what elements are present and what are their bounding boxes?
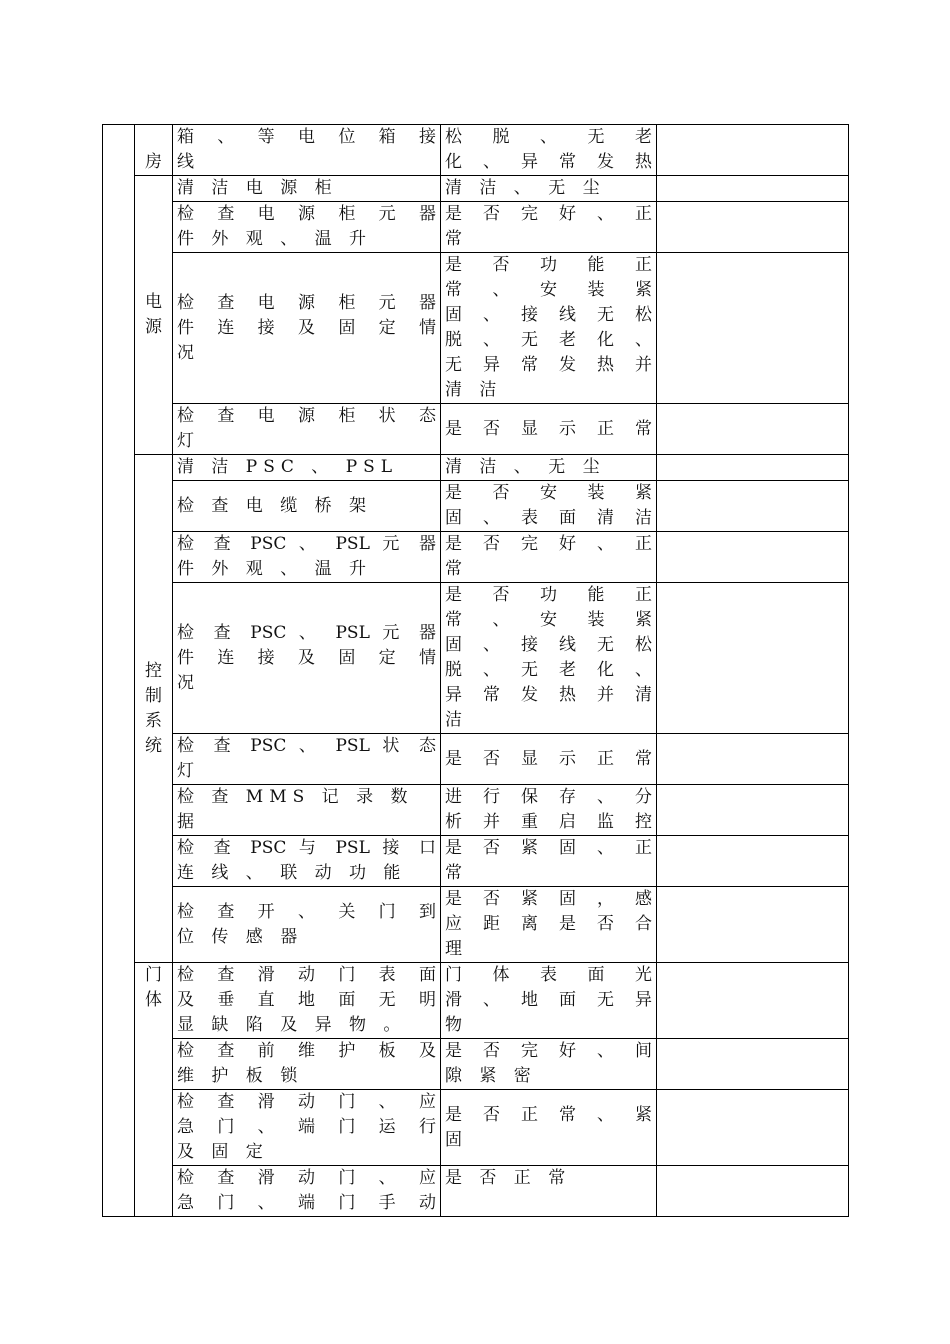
remark-cell bbox=[657, 125, 849, 176]
remark-cell bbox=[657, 481, 849, 532]
table-row bbox=[103, 734, 849, 785]
remark-cell bbox=[657, 734, 849, 785]
table-row bbox=[103, 455, 849, 481]
standard-cell: 松 脱 、 无 老 化 、 异 常 发 热 bbox=[441, 125, 657, 176]
section-cell-room: 房 bbox=[135, 125, 173, 176]
item-cell: 清 洁 PSC 、 PSL bbox=[173, 455, 441, 481]
remark-cell bbox=[657, 532, 849, 583]
item-cell: 检 查 PSC 、 PSL 元 器 件 连 接 及 固 定 情 况 bbox=[173, 583, 441, 734]
standard-cell: 是 否 紧 固 ， 感 应 距 离 是 否 合 理 bbox=[441, 887, 657, 963]
item-cell: 检 查 电 源 柜 元 器 件 外 观 、 温 升 bbox=[173, 202, 441, 253]
table-row bbox=[103, 253, 849, 404]
item-cell: 检 查 MMS 记 录 数 据 bbox=[173, 785, 441, 836]
item-cell: 清 洁 电 源 柜 bbox=[173, 176, 441, 202]
standard-cell: 是 否 功 能 正 常 、 安 装 紧 固 、 接 线 无 松 脱 、 无 老 化 、 异 常 发 热 并 清 洁 bbox=[441, 583, 657, 734]
remark-cell bbox=[657, 176, 849, 202]
remark-cell bbox=[657, 583, 849, 734]
item-cell: 检 查 滑 动 门 、 应 急 门 、 端 门 手 动 bbox=[173, 1166, 441, 1217]
item-cell: 箱 、 等 电 位 箱 接 线 bbox=[173, 125, 441, 176]
item-cell: 检 查 电 源 柜 状 态 灯 bbox=[173, 404, 441, 455]
remark-cell bbox=[657, 785, 849, 836]
remark-cell bbox=[657, 1039, 849, 1090]
table-row bbox=[103, 202, 849, 253]
remark-cell bbox=[657, 404, 849, 455]
standard-cell: 是 否 功 能 正 常 、 安 装 紧 固 、 接 线 无 松 脱 、 无 老 化 、 无 异 常 发 热 并 清 洁 bbox=[441, 253, 657, 404]
item-cell: 检 查 PSC 与 PSL 接 口 连 线 、 联 动 功 能 bbox=[173, 836, 441, 887]
table-row bbox=[103, 583, 849, 734]
table-row bbox=[103, 1090, 849, 1166]
standard-cell: 是 否 正 常 bbox=[441, 1166, 657, 1217]
table-row bbox=[103, 125, 849, 176]
standard-cell: 是 否 完 好 、 间 隙 紧 密 bbox=[441, 1039, 657, 1090]
table-row bbox=[103, 785, 849, 836]
standard-cell: 是 否 完 好 、 正 常 bbox=[441, 202, 657, 253]
standard-cell: 清 洁 、 无 尘 bbox=[441, 176, 657, 202]
table-row bbox=[103, 481, 849, 532]
standard-cell: 门 体 表 面 光 滑 、 地 面 无 异 物 bbox=[441, 963, 657, 1039]
item-cell: 检 查 滑 动 门 、 应 急 门 、 端 门 运 行 及 固 定 bbox=[173, 1090, 441, 1166]
section-cell-power: 电源 bbox=[135, 176, 173, 455]
standard-cell: 进 行 保 存 、 分 析 并 重 启 监 控 bbox=[441, 785, 657, 836]
item-cell: 检 查 电 源 柜 元 器 件 连 接 及 固 定 情 况 bbox=[173, 253, 441, 404]
table-row bbox=[103, 887, 849, 963]
table-row bbox=[103, 836, 849, 887]
standard-cell: 是 否 正 常 、 紧 固 bbox=[441, 1090, 657, 1166]
index-column-cell bbox=[103, 125, 135, 1217]
remark-cell bbox=[657, 887, 849, 963]
remark-cell bbox=[657, 455, 849, 481]
standard-cell: 清 洁 、 无 尘 bbox=[441, 455, 657, 481]
item-cell: 检 查 前 维 护 板 及 维 护 板 锁 bbox=[173, 1039, 441, 1090]
section-cell-control-system: 控制系统 bbox=[135, 455, 173, 963]
maintenance-table bbox=[102, 124, 849, 1217]
remark-cell bbox=[657, 1090, 849, 1166]
table-row bbox=[103, 963, 849, 1039]
item-cell: 检 查 PSC 、 PSL 状 态 灯 bbox=[173, 734, 441, 785]
standard-cell: 是 否 显 示 正 常 bbox=[441, 734, 657, 785]
standard-cell: 是 否 完 好 、 正 常 bbox=[441, 532, 657, 583]
remark-cell bbox=[657, 253, 849, 404]
standard-cell: 是 否 安 装 紧 固 、 表 面 清 洁 bbox=[441, 481, 657, 532]
table-row bbox=[103, 1166, 849, 1217]
remark-cell bbox=[657, 1166, 849, 1217]
table-row bbox=[103, 1039, 849, 1090]
remark-cell bbox=[657, 963, 849, 1039]
remark-cell bbox=[657, 836, 849, 887]
item-cell: 检 查 电 缆 桥 架 bbox=[173, 481, 441, 532]
item-cell: 检 查 滑 动 门 表 面 及 垂 直 地 面 无 明 显 缺 陷 及 异 物 。 bbox=[173, 963, 441, 1039]
table-row bbox=[103, 404, 849, 455]
standard-cell: 是 否 紧 固 、 正 常 bbox=[441, 836, 657, 887]
table-row bbox=[103, 532, 849, 583]
item-cell: 检 查 开 、 关 门 到 位 传 感 器 bbox=[173, 887, 441, 963]
standard-cell: 是 否 显 示 正 常 bbox=[441, 404, 657, 455]
section-cell-door-body: 门体 bbox=[135, 963, 173, 1217]
table-row bbox=[103, 176, 849, 202]
item-cell: 检 查 PSC 、 PSL 元 器 件 外 观 、 温 升 bbox=[173, 532, 441, 583]
remark-cell bbox=[657, 202, 849, 253]
